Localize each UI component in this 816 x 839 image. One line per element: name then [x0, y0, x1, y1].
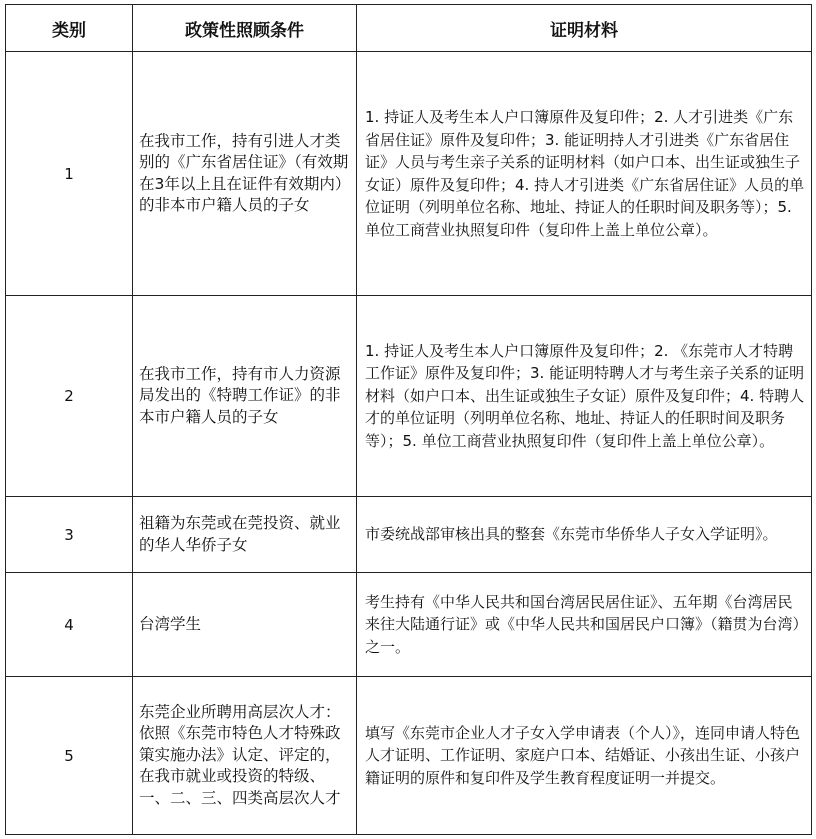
- row-category: 1: [6, 52, 133, 296]
- row-materials: 填写《东莞市企业人才子女入学申请表（个人）》，连同申请人特色人才证明、工作证明、家庭户口本、结婚证、小孩出生证、小孩户籍证明的原件和复印件及学生教育程度证明一并提交。: [357, 677, 812, 835]
- row-materials: 市委统战部审核出具的整套《东莞市华侨华人子女入学证明》。: [357, 497, 812, 573]
- row-category: 2: [6, 296, 133, 497]
- table-row: [6, 52, 812, 296]
- row-materials: 1. 持证人及考生本人户口簿原件及复印件；2. 《东莞市人才特聘工作证》原件及复印件；3. 能证明特聘人才与考生亲子关系的证明材料（如户口本、出生证或独生子女证）原件及复印件；4. 特聘人才的单位证明（列明单位名称、地址、持证人的任职时间及职务等）；5. 单位工商营业执照复印件（复印件上盖上单位公章）。: [357, 296, 812, 497]
- row-condition: 在我市工作，持有市人力资源局发出的《特聘工作证》的非本市户籍人员的子女: [133, 296, 357, 497]
- row-condition: 在我市工作，持有引进人才类别的《广东省居住证》（有效期在3年以上且在证件有效期内）的非本市户籍人员的子女: [133, 52, 357, 296]
- table-header-row: [6, 5, 812, 52]
- row-category: 5: [6, 677, 133, 835]
- row-condition: 东莞企业所聘用高层次人才：依照《东莞市特色人才特殊政策实施办法》认定、评定的，在我市就业或投资的特级、一、二、三、四类高层次人才: [133, 677, 357, 835]
- header-category: 类别: [6, 5, 133, 52]
- table-row: [6, 497, 812, 573]
- row-materials: 考生持有《中华人民共和国台湾居民居住证》、五年期《台湾居民来往大陆通行证》或《中华人民共和国居民户口簿》（籍贯为台湾）之一。: [357, 573, 812, 677]
- header-materials: 证明材料: [357, 5, 812, 52]
- row-condition: 台湾学生: [133, 573, 357, 677]
- row-category: 4: [6, 573, 133, 677]
- table-row: [6, 677, 812, 835]
- row-category: 3: [6, 497, 133, 573]
- table-row: [6, 296, 812, 497]
- row-materials: 1. 持证人及考生本人户口簿原件及复印件；2. 人才引进类《广东省居住证》原件及复印件；3. 能证明持人才引进类《广东省居住证》人员与考生亲子关系的证明材料（如户口本、出生证或独生子女证）原件及复印件；4. 持人才引进类《广东省居住证》人员的单位证明（列明单位名称、地址、持证人的任职时间及职务等）；5. 单位工商营业执照复印件（复印件上盖上单位公章）。: [357, 52, 812, 296]
- header-condition: 政策性照顾条件: [133, 5, 357, 52]
- policy-table: [5, 4, 812, 835]
- table-row: [6, 573, 812, 677]
- row-condition: 祖籍为东莞或在莞投资、就业的华人华侨子女: [133, 497, 357, 573]
